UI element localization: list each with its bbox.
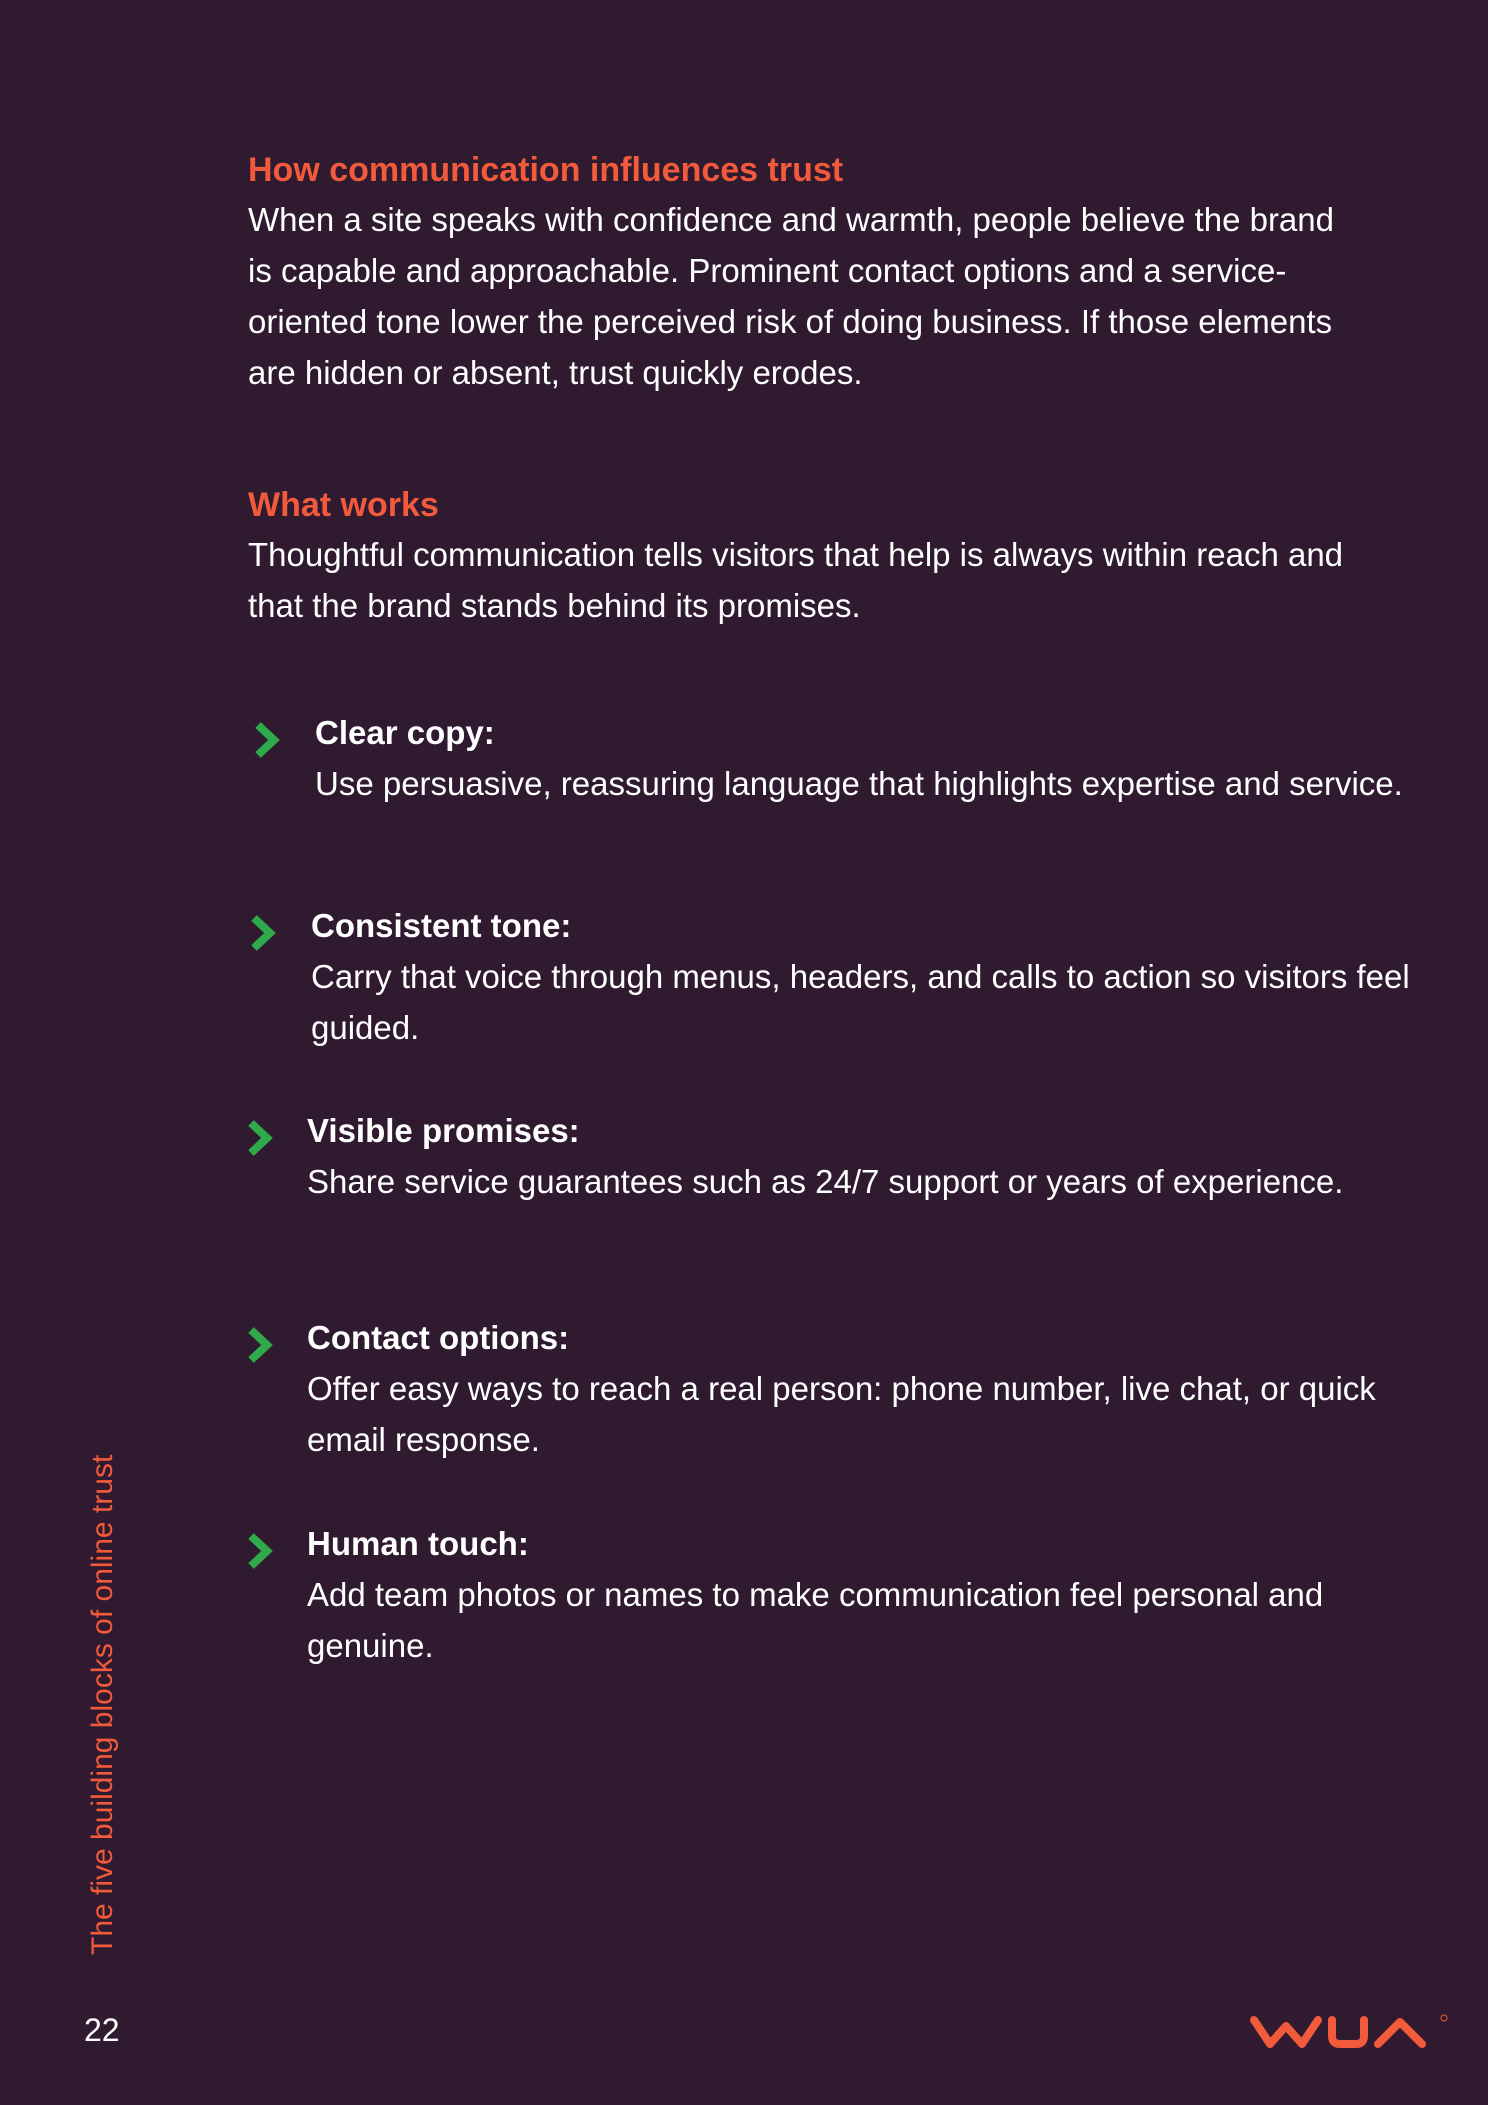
chevron-right-icon <box>252 720 282 760</box>
list-item-title: Contact options: <box>307 1319 570 1356</box>
section-heading-trust: How communication influences trust <box>248 151 844 189</box>
list-item-description: Offer easy ways to reach a real person: phone number, live chat, or quick email response. <box>307 1370 1376 1458</box>
list-item-title: Consistent tone: <box>311 907 572 944</box>
list-item-description: Use persuasive, reassuring language that highlights expertise and service. <box>315 765 1403 802</box>
section-body-trust: When a site speaks with confidence and warmth, people believe the brand is capable and approachable. Prominent contact options and a service-oriented tone lower the perceived risk of doing business. If those elements are hidden or absent, trust quickly erodes. <box>248 201 1334 391</box>
list-item-description: Add team photos or names to make communication feel personal and genuine. <box>307 1576 1324 1664</box>
chevron-right-icon <box>245 1325 275 1365</box>
list-item-title: Visible promises: <box>307 1112 580 1149</box>
section-body-what-works: Thoughtful communication tells visitors that help is always within reach and that the brand stands behind its promises. <box>248 536 1344 624</box>
chevron-right-icon <box>248 913 278 953</box>
chevron-right-icon <box>245 1118 275 1158</box>
chevron-right-icon <box>245 1531 275 1571</box>
list-item-description: Carry that voice through menus, headers, and calls to action so visitors feel guided. <box>311 958 1410 1046</box>
list-item-title: Clear copy: <box>315 714 495 751</box>
page-number: 22 <box>84 2012 120 2048</box>
list-item-title: Human touch: <box>307 1525 529 1562</box>
section-heading-what-works: What works <box>248 486 439 524</box>
side-running-title: The five building blocks of online trust <box>86 1454 119 1955</box>
list-item-description: Share service guarantees such as 24/7 support or years of experience. <box>307 1163 1344 1200</box>
wua-logo <box>1250 2012 1450 2052</box>
